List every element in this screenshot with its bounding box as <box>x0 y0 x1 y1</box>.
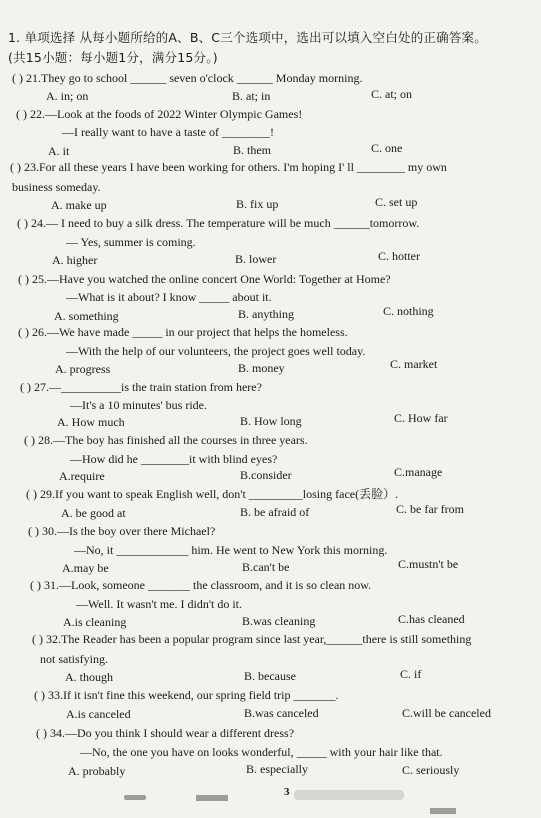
question-23-stem-cont: business someday. <box>12 180 101 194</box>
question-21-stem: ( ) 21.They go to school ______ seven o'clock ______ Monday morning. <box>12 71 363 85</box>
question-33-option-c: C.will be canceled <box>402 706 491 720</box>
question-22-stem: ( ) 22.—Look at the foods of 2022 Winter Olympic Games! <box>16 107 303 121</box>
question-31-dialogue: —Well. It wasn't me. I didn't do it. <box>76 597 243 611</box>
question-29-option-c: C. be far from <box>396 502 464 516</box>
question-34-option-b: B. especially <box>246 762 308 776</box>
question-21-option-b: B. at; in <box>232 89 271 103</box>
question-23-option-c: C. set up <box>375 195 418 209</box>
question-26-option-c: C. market <box>390 357 438 371</box>
question-30-option-b: B.can't be <box>242 560 290 574</box>
scan-smudge-mark <box>196 795 228 801</box>
question-28-option-b: B.consider <box>240 468 292 482</box>
question-27-stem: ( ) 27.—__________is the train station from here? <box>20 380 262 394</box>
question-31-stem: ( ) 31.—Look, someone _______ the classroom, and it is so clean now. <box>30 578 372 592</box>
question-28-dialogue: —How did he ________it with blind eyes? <box>70 452 278 466</box>
question-26-option-b: B. money <box>238 361 285 375</box>
question-23-option-b: B. fix up <box>236 197 279 211</box>
question-23-option-a: A. make up <box>51 198 107 212</box>
question-30-stem: ( ) 30.—Is the boy over there Michael? <box>28 524 216 538</box>
section-subheading: (共15小题：每小题1分，满分15分。) <box>8 50 218 65</box>
scan-smudge-mark <box>124 795 146 800</box>
question-31-option-a: A.is cleaning <box>63 615 127 629</box>
question-33-option-a: A.is canceled <box>66 707 131 721</box>
question-32-option-a: A. though <box>65 670 113 684</box>
question-29-option-b: B. be afraid of <box>240 505 310 519</box>
question-30-option-c: C.mustn't be <box>398 557 459 571</box>
question-22-option-a: A. it <box>48 144 70 158</box>
question-22-option-b: B. them <box>233 143 271 157</box>
question-28-option-a: A.require <box>59 469 105 483</box>
question-27-dialogue: —It's a 10 minutes' bus ride. <box>70 398 207 412</box>
question-24-dialogue: — Yes, summer is coming. <box>66 235 196 249</box>
scan-smudge-mark <box>430 808 456 814</box>
question-33-stem: ( ) 33.If it isn't fine this weekend, our spring field trip _______. <box>34 688 339 702</box>
question-22-option-c: C. one <box>371 141 403 155</box>
question-27-option-c: C. How far <box>394 411 448 425</box>
question-31-option-c: C.has cleaned <box>398 612 465 626</box>
question-34-stem: ( ) 34.—Do you think I should wear a different dress? <box>36 726 295 740</box>
question-27-option-a: A. How much <box>57 415 125 429</box>
question-25-dialogue: —What is it about? I know _____ about it. <box>66 290 272 304</box>
question-24-option-c: C. hotter <box>378 249 420 263</box>
question-24-option-a: A. higher <box>52 253 98 267</box>
question-32-stem-cont: not satisfying. <box>40 652 108 666</box>
question-27-option-b: B. How long <box>240 414 302 428</box>
question-34-option-a: A. probably <box>68 764 126 778</box>
question-28-option-c: C.manage <box>394 465 443 479</box>
question-34-option-c: C. seriously <box>402 763 460 777</box>
scan-smudge-mark <box>294 790 404 800</box>
page-number: 3 <box>284 786 290 798</box>
question-22-dialogue: —I really want to have a taste of ________! <box>62 125 274 139</box>
question-24-stem: ( ) 24.— I need to buy a silk dress. The temperature will be much ______tomorrow. <box>17 216 420 230</box>
question-21-option-c: C. at; on <box>371 87 412 101</box>
question-26-option-a: A. progress <box>55 362 111 376</box>
question-26-stem: ( ) 26.—We have made _____ in our project that helps the homeless. <box>18 325 348 339</box>
question-25-stem: ( ) 25.—Have you watched the online concert One World: Together at Home? <box>18 272 391 286</box>
question-33-option-b: B.was canceled <box>244 706 319 720</box>
question-23-stem: ( ) 23.For all these years I have been working for others. I'm hoping I' ll ________ my own <box>10 160 447 174</box>
question-29-stem: ( ) 29.If you want to speak English well, don't _________losing face(丢脸）. <box>26 487 399 501</box>
question-31-option-b: B.was cleaning <box>242 614 316 628</box>
section-heading: 1. 单项选择 从每小题所给的A、B、C三个选项中，选出可以填入空白处的正确答案。 <box>8 30 487 45</box>
question-24-option-b: B. lower <box>235 252 277 266</box>
question-32-option-c: C. if <box>400 667 422 681</box>
question-21-option-a: A. in; on <box>46 89 89 103</box>
question-34-dialogue: —No, the one you have on looks wonderful, _____ with your hair like that. <box>80 745 443 759</box>
question-30-option-a: A.may be <box>62 561 109 575</box>
question-28-stem: ( ) 28.—The boy has finished all the courses in three years. <box>24 433 308 447</box>
question-26-dialogue: —With the help of our volunteers, the project goes well today. <box>66 344 366 358</box>
question-29-option-a: A. be good at <box>61 506 126 520</box>
question-25-option-c: C. nothing <box>383 304 434 318</box>
question-32-option-b: B. because <box>244 669 296 683</box>
question-30-dialogue: —No, it ____________ him. He went to New York this morning. <box>74 543 388 557</box>
question-25-option-a: A. something <box>54 309 119 323</box>
question-32-stem: ( ) 32.The Reader has been a popular program since last year,______there is still something <box>32 632 472 646</box>
question-25-option-b: B. anything <box>238 307 294 321</box>
